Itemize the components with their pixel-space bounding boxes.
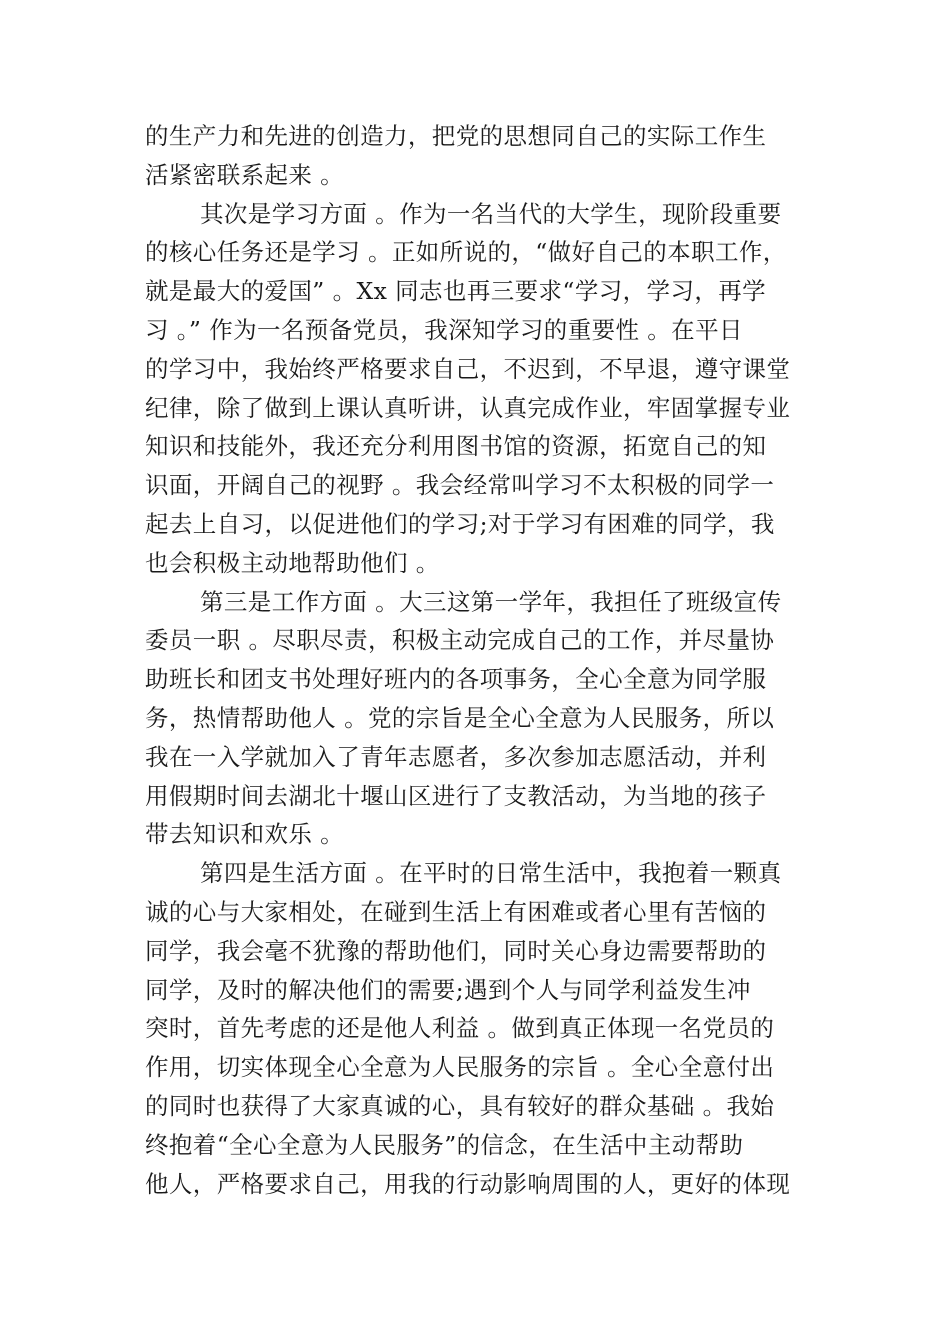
text-line: 第三是工作方面 。大三这第一学年，我担任了班级宣传: [200, 587, 782, 616]
text-line: 的学习中，我始终严格要求自己，不迟到，不早退，遵守课堂: [145, 354, 791, 383]
body-text: [145, 117, 815, 1203]
text-line: 的同时也获得了大家真诚的心，具有较好的群众基础 。我始: [145, 1091, 775, 1120]
text-line: 第四是生活方面 。在平时的日常生活中，我抱着一颗真: [200, 859, 782, 888]
text-line: 的核心任务还是学习 。正如所说的，“做好自己的本职工作，: [145, 238, 787, 267]
text-line: 助班长和团支书处理好班内的各项事务，全心全意为同学服: [145, 665, 767, 694]
text-line: 习 。” 作为一名预备党员，我深知学习的重要性 。在平日: [145, 315, 743, 344]
text-line: 同学，及时的解决他们的需要;遇到个人与同学利益发生冲: [145, 975, 751, 1004]
text-line: 带去知识和欢乐 。: [145, 820, 345, 849]
text-line: 识面，开阔自己的视野 。我会经常叫学习不太积极的同学一: [145, 471, 775, 500]
text-line: 也会积极主动地帮助他们 。: [145, 548, 440, 577]
text-line: 就是最大的爱国” 。Xx 同志也再三要求“学习，学习，再学: [145, 277, 767, 306]
text-line: 务，热情帮助他人 。党的宗旨是全心全意为人民服务，所以: [145, 703, 775, 732]
text-line: 他人，严格要求自己，用我的行动影响周围的人，更好的体现: [145, 1169, 791, 1198]
text-line: 委员一职 。尽职尽责，积极主动完成自己的工作，并尽量协: [145, 626, 775, 655]
text-line: 纪律，除了做到上课认真听讲，认真完成作业，牢固掌握专业: [145, 393, 791, 422]
text-line: 突时，首先考虑的还是他人利益 。做到真正体现一名党员的: [145, 1014, 775, 1043]
text-line: 活紧密联系起来 。: [145, 160, 345, 189]
text-line: 知识和技能外，我还充分利用图书馆的资源，拓宽自己的知: [145, 432, 767, 461]
text-line: 作用，切实体现全心全意为人民服务的宗旨 。全心全意付出: [145, 1053, 775, 1082]
text-line: 用假期时间去湖北十堰山区进行了支教活动，为当地的孩子: [145, 781, 767, 810]
text-line: 其次是学习方面 。作为一名当代的大学生，现阶段重要: [200, 199, 782, 228]
text-line: 的生产力和先进的创造力，把党的思想同自己的实际工作生: [145, 122, 767, 150]
text-line: 终抱着“全心全意为人民服务”的信念，在生活中主动帮助: [145, 1130, 744, 1159]
text-line: 诚的心与大家相处，在碰到生活上有困难或者心里有苦恼的: [145, 897, 767, 926]
text-line: 起去上自习，以促进他们的学习;对于学习有困难的同学，我: [145, 509, 775, 538]
text-line: 同学，我会毫不犹豫的帮助他们，同时关心身边需要帮助的: [145, 936, 767, 965]
text-line: 我在一入学就加入了青年志愿者，多次参加志愿活动，并利: [145, 742, 767, 771]
